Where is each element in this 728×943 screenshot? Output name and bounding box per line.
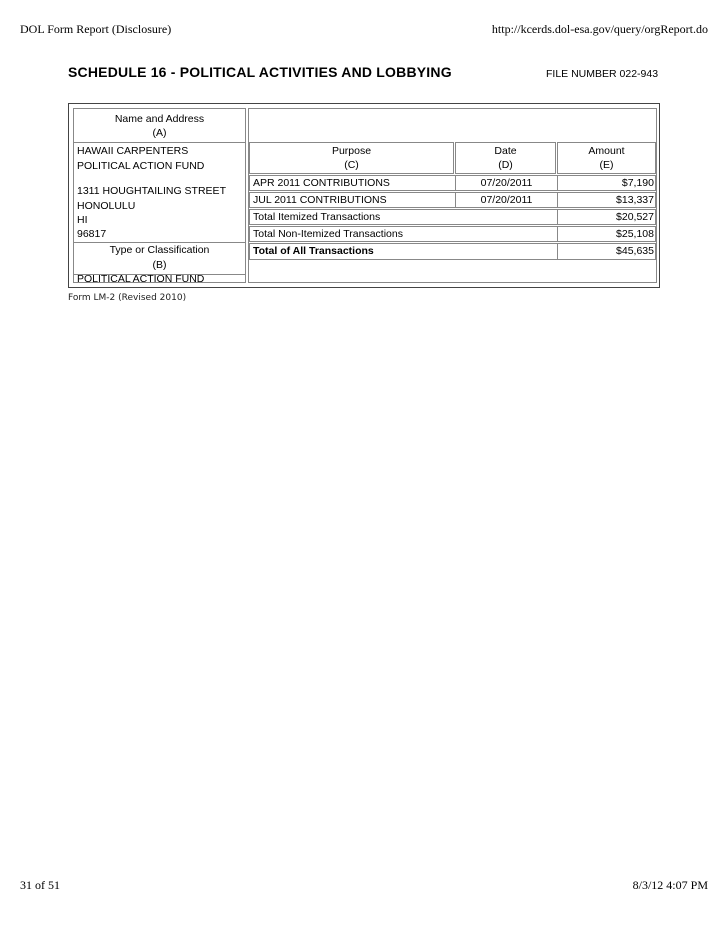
date-header: Date bbox=[494, 145, 517, 157]
row-amount: $13,337 bbox=[616, 194, 654, 206]
amount-letter: (E) bbox=[599, 159, 614, 171]
purpose-header-cell bbox=[249, 142, 454, 174]
total-itemized-amount: $20,527 bbox=[616, 211, 654, 223]
date-letter: (D) bbox=[498, 159, 513, 171]
row-date: 07/20/2011 bbox=[480, 177, 533, 189]
total-non-itemized-amount: $25,108 bbox=[616, 228, 654, 240]
amount-header-cell bbox=[557, 142, 656, 174]
row-purpose: APR 2011 CONTRIBUTIONS bbox=[253, 177, 390, 189]
address-zip: 96817 bbox=[77, 228, 107, 240]
purpose-letter: (C) bbox=[344, 159, 359, 171]
name-address-letter: (A) bbox=[152, 127, 167, 139]
transactions-panel bbox=[248, 108, 657, 283]
name-address-panel bbox=[73, 108, 246, 283]
row-amount: $7,190 bbox=[621, 177, 654, 189]
amount-header: Amount bbox=[588, 145, 625, 157]
type-letter: (B) bbox=[152, 259, 167, 271]
table-row bbox=[249, 192, 656, 208]
name-address-header: Name and Address bbox=[114, 113, 205, 125]
file-number: FILE NUMBER 022-943 bbox=[546, 68, 659, 80]
total-non-itemized-row bbox=[249, 226, 656, 242]
total-all-label: Total of All Transactions bbox=[253, 245, 374, 257]
total-itemized-label: Total Itemized Transactions bbox=[253, 211, 381, 223]
table-row bbox=[249, 175, 656, 191]
total-non-itemized-label: Total Non-Itemized Transactions bbox=[253, 228, 403, 240]
schedule-title: SCHEDULE 16 - POLITICAL ACTIVITIES AND LOBBYING bbox=[68, 64, 452, 80]
total-all-row bbox=[249, 243, 656, 260]
form-label: Form LM-2 (Revised 2010) bbox=[68, 293, 187, 303]
organization-name-line2: POLITICAL ACTION FUND bbox=[77, 160, 205, 172]
date-header-cell bbox=[455, 142, 556, 174]
type-value: POLITICAL ACTION FUND bbox=[77, 273, 205, 285]
address-street: 1311 HOUGHTAILING STREET bbox=[77, 185, 226, 197]
row-date: 07/20/2011 bbox=[480, 194, 533, 206]
organization-name-line1: HAWAII CARPENTERS bbox=[77, 145, 189, 157]
page-header-url: http://kcerds.dol-esa.gov/query/orgReport.do bbox=[491, 22, 708, 36]
page-number: 31 of 51 bbox=[20, 878, 60, 892]
row-purpose: JUL 2011 CONTRIBUTIONS bbox=[253, 194, 387, 206]
total-all-amount: $45,635 bbox=[616, 245, 654, 257]
address-state: HI bbox=[77, 214, 88, 226]
address-city: HONOLULU bbox=[77, 200, 136, 212]
page-header-title: DOL Form Report (Disclosure) bbox=[20, 22, 172, 36]
type-header: Type or Classification bbox=[109, 244, 210, 256]
print-timestamp: 8/3/12 4:07 PM bbox=[632, 878, 708, 892]
schedule-table bbox=[68, 103, 660, 288]
total-itemized-row bbox=[249, 209, 656, 225]
divider bbox=[74, 142, 245, 143]
purpose-header: Purpose bbox=[331, 145, 372, 157]
